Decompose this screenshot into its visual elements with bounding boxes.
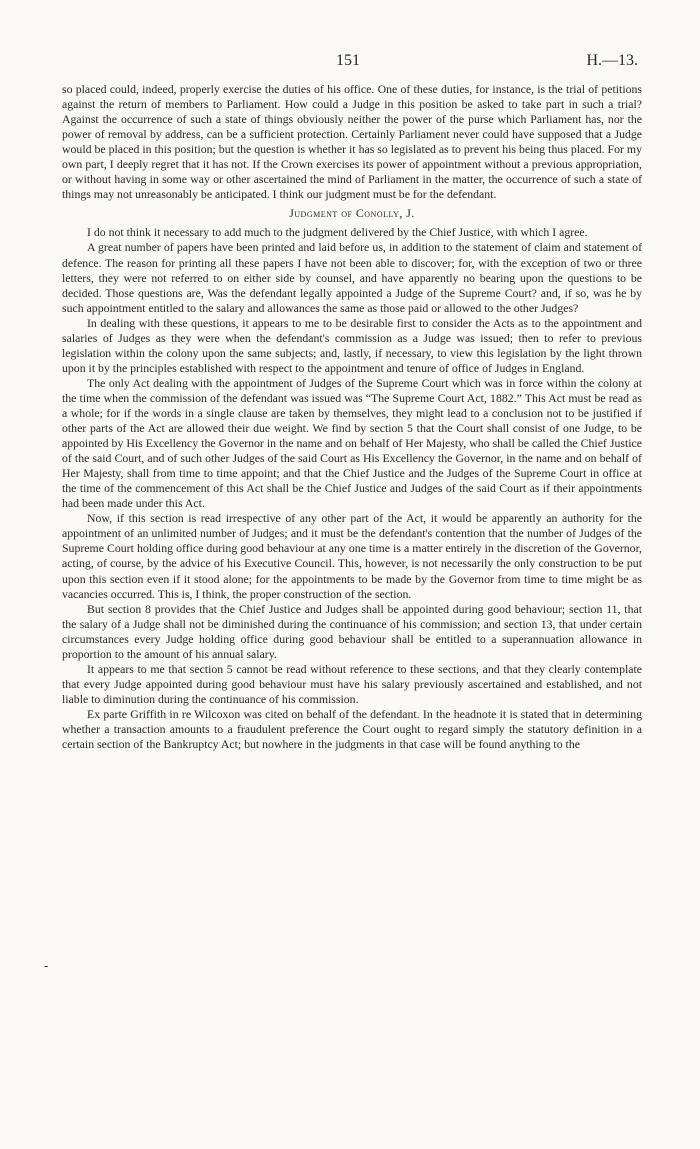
paragraph: Now, if this section is read irrespective of any other part of the Act, it would be apparently an authority for the appointment of an unlimited number of Judges; and it must be the defendant's contention that the number of Judges of the Supreme Court holding office during good behaviour at any one time is a matter entirely in the discretion of the Governor, acting, of course, by the advice of his Executive Council. This, however, is not necessarily the only construction to be put upon this section even if it stood alone; for the appointments to be made by the Governor from time to time might be as vacancies occurred. This is, I think, the proper construction of the section. (62, 511, 642, 601)
body-text (62, 82, 642, 752)
paragraph: The only Act dealing with the appointment of Judges of the Supreme Court which was in force within the colony at the time when the commission of the defendant was issued was “The Supreme Court Act, 1882.” This Act must be read as a whole; for if the words in a single clause are taken by themselves, they might lead to a conclusion not to be justified if other parts of the Act are allowed their due weight. We find by section 5 that the Court shall consist of one Judge, to be appointed by His Excellency the Governor in the name and on behalf of Her Majesty, who shall be called the Chief Justice of the said Court, and of such other Judges of the said Court as His Excellency the Governor, in the name and on behalf of Her Majesty, shall from time to time appoint; and that the Chief Justice and the Judges of the Supreme Court in office at the time of the commencement of this Act shall be the Chief Justice and Judges of the said Court as if their appointments had been made under this Act. (62, 375, 642, 511)
paragraph: Ex parte Griffith in re Wilcoxon was cited on behalf of the defendant. In the headnote it is stated that in determining whether a transaction amounts to a fraudulent preference the Court ought to regard simply the statutory definition in a certain section of the Bankruptcy Act; but nowhere in the judgments in that case will be found anything to the (62, 706, 642, 752)
paragraph: It appears to me that section 5 cannot be read without reference to these sections, and that they clearly contemplate that every Judge appointed during good behaviour must have his salary previously ascertained and established, and not liable to diminution during the continuance of his commission. (62, 661, 642, 706)
section-heading: Judgment of Conolly, J. (289, 206, 415, 221)
page-number: 151 (336, 52, 360, 69)
paragraph: In dealing with these questions, it appears to me to be desirable first to consider the Acts as to the appointment and salaries of Judges as they were when the defendant's commission as a Judge was issued; then to refer to previous legislation within the colony upon the same subjects; and, lastly, if necessary, to view this legislation by the light thrown upon it by the principles established with respect to the appointment and tenure of office of Judges in England. (62, 315, 642, 375)
paragraph-continuation: so placed could, indeed, properly exercise the duties of his office. One of these duties, for instance, is the trial of petitions against the return of members to Parliament. How could a Judge in this position be asked to take part in such a trial? Against the occurrence of such a state of things obviously neither the power of the purse which Parliament has, nor the power of removal by address, can be a sufficient protection. Certainly Parliament never could have supposed that a Judge would be placed in this position; but the question is whether it has so legislated as to prevent his being thus placed. For my own part, I deeply regret that it has not. If the Crown exercises its power of appointment without a previous appropriation, or without having in some way or other ascertained the mind of Parliament in the matter, the occurrence of such a state of things may not unreasonably be anticipated. I think our judgment must be for the defendant. (62, 82, 642, 202)
document-code: H.—13. (586, 52, 638, 69)
paragraph: A great number of papers have been printed and laid before us, in addition to the statement of claim and statement of defence. The reason for printing all these papers I have not been able to discover; for, with the exception of two or three letters, they were not referred to on either side by counsel, and have apparently no bearing upon the questions to be decided. Those questions are, Was the defendant legally appointed a Judge of the Supreme Court? and, if so, was he by such appointment entitled to the salary and allowances the same as those paid or allowed to the other Judges? (62, 240, 642, 315)
paragraph: I do not think it necessary to add much to the judgment delivered by the Chief Justice, with which I agree. (87, 225, 588, 240)
page-header (0, 52, 700, 76)
margin-mark: - (44, 959, 49, 973)
paragraph: But section 8 provides that the Chief Justice and Judges shall be appointed during good behaviour; section 11, that the salary of a Judge shall not be diminished during the continuance of his commission; and section 13, that under certain circumstances every Judge holding office during good behaviour shall be entitled to a superannuation allowance in proportion to the amount of his annual salary. (62, 601, 642, 661)
